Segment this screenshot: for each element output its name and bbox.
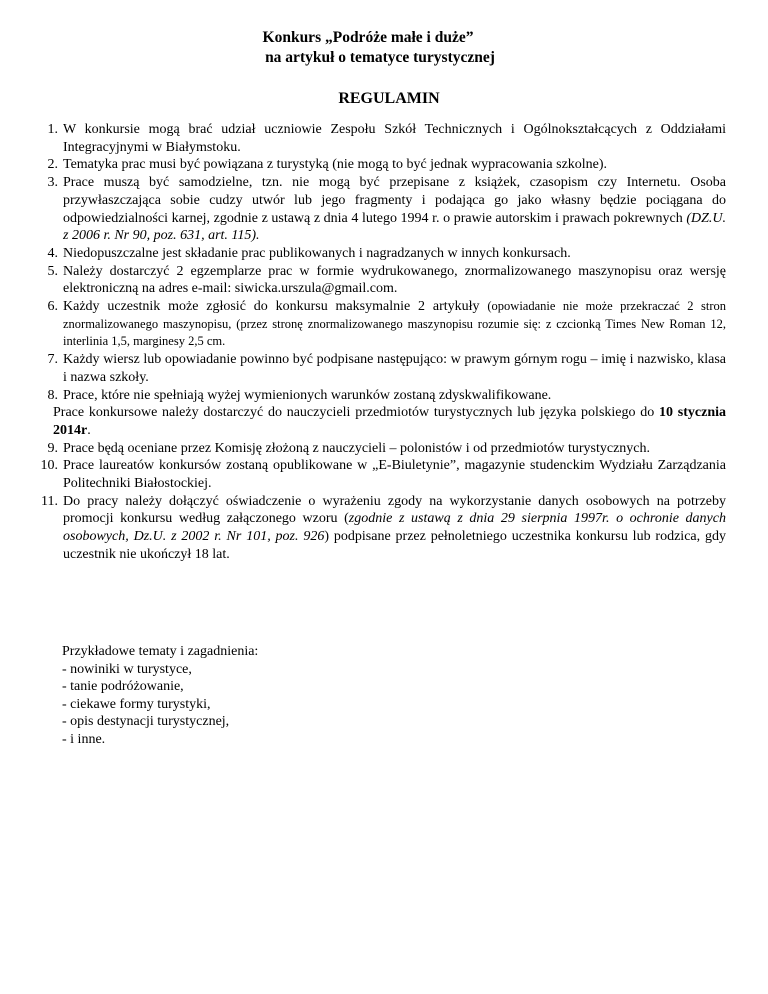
rule-number: 2.	[47, 157, 58, 173]
rule-text: Każdy uczestnik może zgłosić do konkursu maksymalnie 2 artykuły	[63, 299, 480, 315]
submission-note: Prace konkursowe należy dostarczyć do nauczycieli przedmiotów turystycznych lub języka polskiego do	[53, 405, 655, 421]
rule-item	[26, 387, 726, 405]
rule-number: 11.	[41, 493, 58, 509]
rule-item	[26, 440, 726, 458]
rule-format-note: (opowiadanie nie może przekraczać 2 stron znormalizowanego maszynopisu, (przez stronę znormalizowanego maszynopisu rozumie się: z czcionką Times New Roman 12, interlinia 1,5, marginesy 2,5 cm.	[63, 299, 726, 349]
rule-item	[26, 245, 726, 263]
list-item: - ciekawe formy turystyki,	[62, 696, 211, 712]
example-topics-heading: Przykładowe tematy i zagadnienia:	[62, 644, 259, 659]
rule-text: Prace będą oceniane przez Komisję złożoną z nauczycieli – polonistów i od przedmiotów turystycznych.	[63, 440, 651, 456]
rule-number: 8.	[47, 387, 58, 403]
rule-number: 5.	[47, 263, 58, 279]
rule-citation: (DZ.U. z 2006 r. Nr 90, poz. 631, art. 115).	[63, 210, 727, 244]
submission-deadline: 10 stycznia 2014r	[53, 405, 727, 438]
rule-number: 4.	[47, 245, 58, 261]
rule-text: Tematyka prac musi być powiązana z turystyką (nie mogą to być jednak wypracowania szkolne).	[63, 157, 608, 173]
list-item: - i inne.	[62, 731, 106, 747]
rule-number: 3.	[47, 175, 58, 191]
example-topics	[62, 643, 258, 748]
rules-list	[26, 121, 726, 564]
rule-text-end: ) podpisane przez pełnoletniego uczestnika konkursu lub rodzica, gdy uczestnik nie ukończył 18 lat.	[63, 529, 726, 562]
rule-item	[26, 493, 726, 564]
rule-text: Każdy wiersz lub opowiadanie powinno być podpisane następująco: w prawym górnym rogu – imię i nazwisko, klasa i nazwa szkoły.	[63, 352, 726, 385]
submission-note-end: .	[87, 422, 91, 438]
rule-number: 6.	[47, 299, 58, 315]
rule-number: 1.	[47, 122, 58, 137]
list-item: - nowiniki w turystyce,	[62, 661, 192, 677]
rule-text: W konkursie mogą brać udział uczniowie Zespołu Szkół Technicznych i Ogólnokształcących z Oddziałami Integracyjnymi w Białymstoku.	[63, 122, 726, 155]
contest-subtitle: na artykuł o tematyce turystycznej	[265, 49, 495, 66]
rule-number: 7.	[47, 352, 58, 368]
rule-number: 9.	[47, 440, 58, 456]
rule-text: Należy dostarczyć 2 egzemplarze prac w formie wydrukowanego, znormalizowanego maszynopisu oraz wersję elektroniczną na adres e-mail: siwicka.urszula@gmail.com.	[63, 263, 726, 297]
rule-text: Prace laureatów konkursów zostaną opublikowane w „E-Biuletynie”, magazynie studenckim Wydziału Zarządzania Politechniki Białostockiej.	[63, 458, 726, 492]
contest-title: Konkurs „Podróże małe i duże”	[262, 29, 474, 46]
rule-text: Prace, które nie spełniają wyżej wymienionych warunków zostaną zdyskwalifikowane.	[63, 387, 552, 403]
rule-item	[26, 263, 726, 298]
rule-item	[26, 404, 726, 439]
rule-item	[26, 121, 726, 156]
rule-number: 10.	[40, 458, 58, 474]
list-item: - tanie podróżowanie,	[62, 679, 184, 694]
rule-item	[26, 174, 726, 245]
rule-item	[26, 351, 726, 386]
rule-item	[26, 298, 726, 351]
rule-text: Do pracy należy dołączyć oświadczenie o wyrażeniu zgody na wykorzystanie danych osobowych na potrzeby promocji konkursu według załączonego wzoru (	[63, 493, 726, 527]
rule-item	[26, 457, 726, 492]
rule-item	[26, 156, 726, 174]
regulations-heading: REGULAMIN	[338, 90, 440, 107]
rule-text: Prace muszą być samodzielne, tzn. nie mogą być przepisane z książek, czasopism czy Internetu. Osoba przywłaszczająca sobie cudzy utwór lub jego fragmenty i podająca go jako własny będzie pociągana do odpowiedzialności karnej, zgodnie z ustawą z dnia 4 lutego 1994 r. o prawie autorskim i prawach pokrewnych	[63, 175, 726, 226]
list-item: - opis destynacji turystycznej,	[62, 714, 230, 729]
rule-citation: zgodnie z ustawą z dnia 29 sierpnia 1997r. o ochronie danych osobowych, Dz.U. z 2002 r. Nr 101, poz. 926	[63, 511, 726, 545]
title-block	[0, 28, 768, 68]
rule-text: Niedopuszczalne jest składanie prac publikowanych i nagradzanych w innych konkursach.	[63, 245, 571, 261]
